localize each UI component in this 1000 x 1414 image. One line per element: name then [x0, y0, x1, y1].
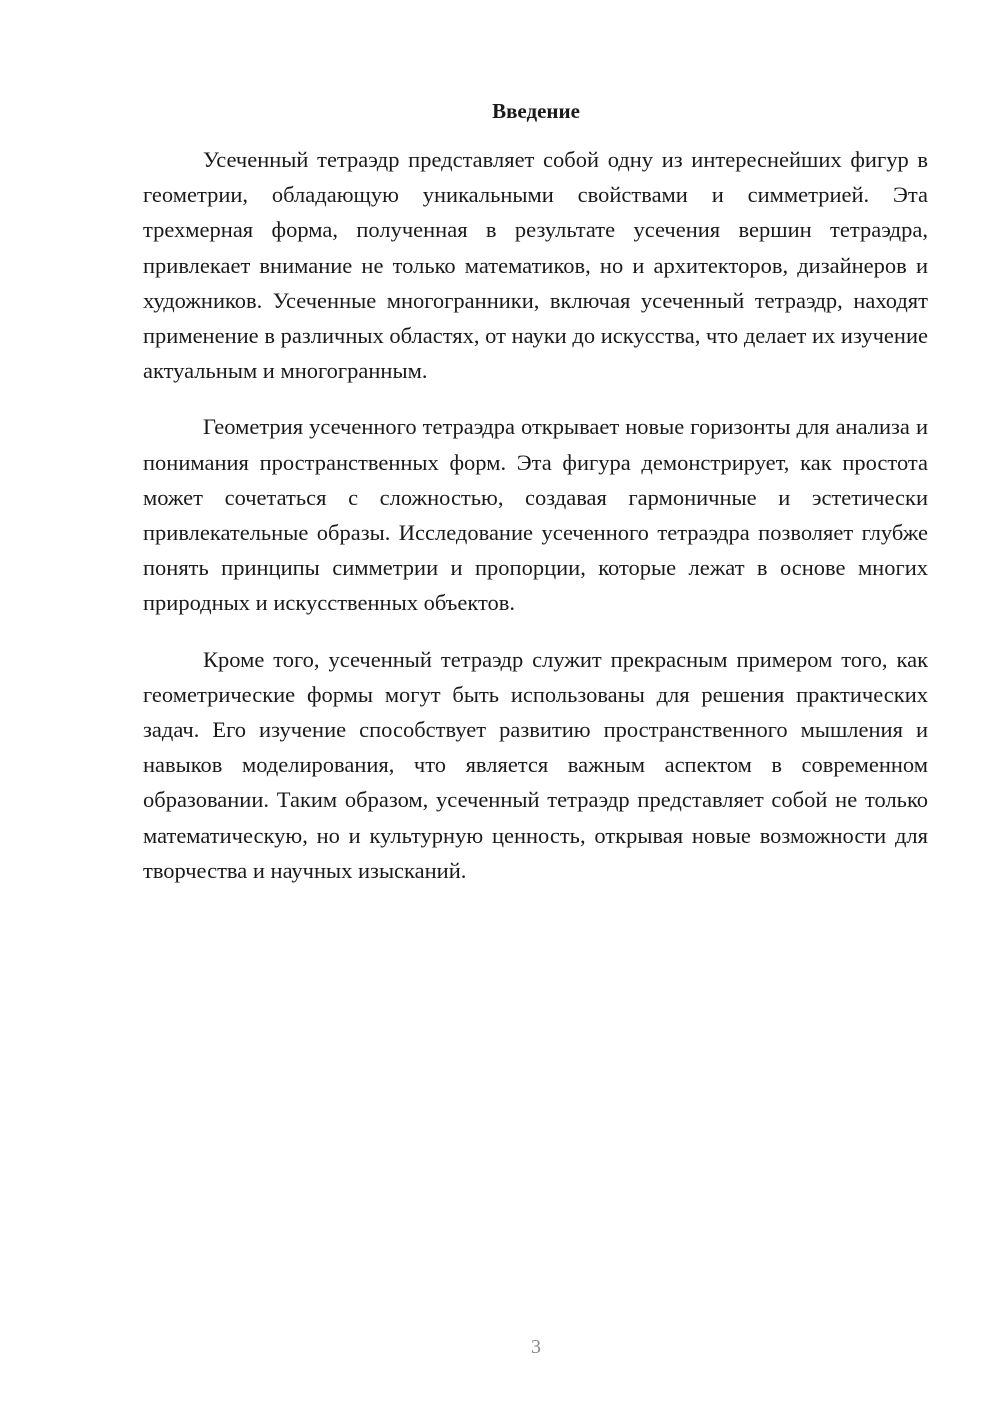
paragraph-2: Геометрия усеченного тетраэдра открывает новые горизонты для анализа и понимания пространственных форм. Эта фигура демонстрирует, как простота может сочетаться с сложностью, создавая гармоничные и эстетически привлекательные образы. Исследование усеченного тетраэдра позволяет глубже понять принципы симметрии и пропорции, которые лежат в основе многих природных и искусственных объектов. [143, 414, 928, 616]
page-heading: Введение [492, 99, 580, 123]
paragraph-1: Усеченный тетраэдр представляет собой одну из интереснейших фигур в геометрии, обладающую уникальными свойствами и симметрией. Эта трехмерная форма, полученная в результате усечения вершин тетраэдра, привлекает внимание не только математиков, но и архитекторов, дизайнеров и художников. Усеченные многогранники, включая усеченный тетраэдр, находят применение в различных областях, от науки до искусства, что делает их изучение актуальным и многогранным. [143, 147, 928, 384]
paragraph-3: Кроме того, усеченный тетраэдр служит прекрасным примером того, как геометрические формы могут быть использованы для решения практических задач. Его изучение способствует развитию пространственного мышления и навыков моделирования, что является важным аспектом в современном образовании. Таким образом, усеченный тетраэдр представляет собой не только математическую, но и культурную ценность, открывая новые возможности для творчества и научных изысканий. [143, 646, 928, 883]
body-text [143, 142, 928, 909]
page-number: 3 [531, 1336, 541, 1358]
